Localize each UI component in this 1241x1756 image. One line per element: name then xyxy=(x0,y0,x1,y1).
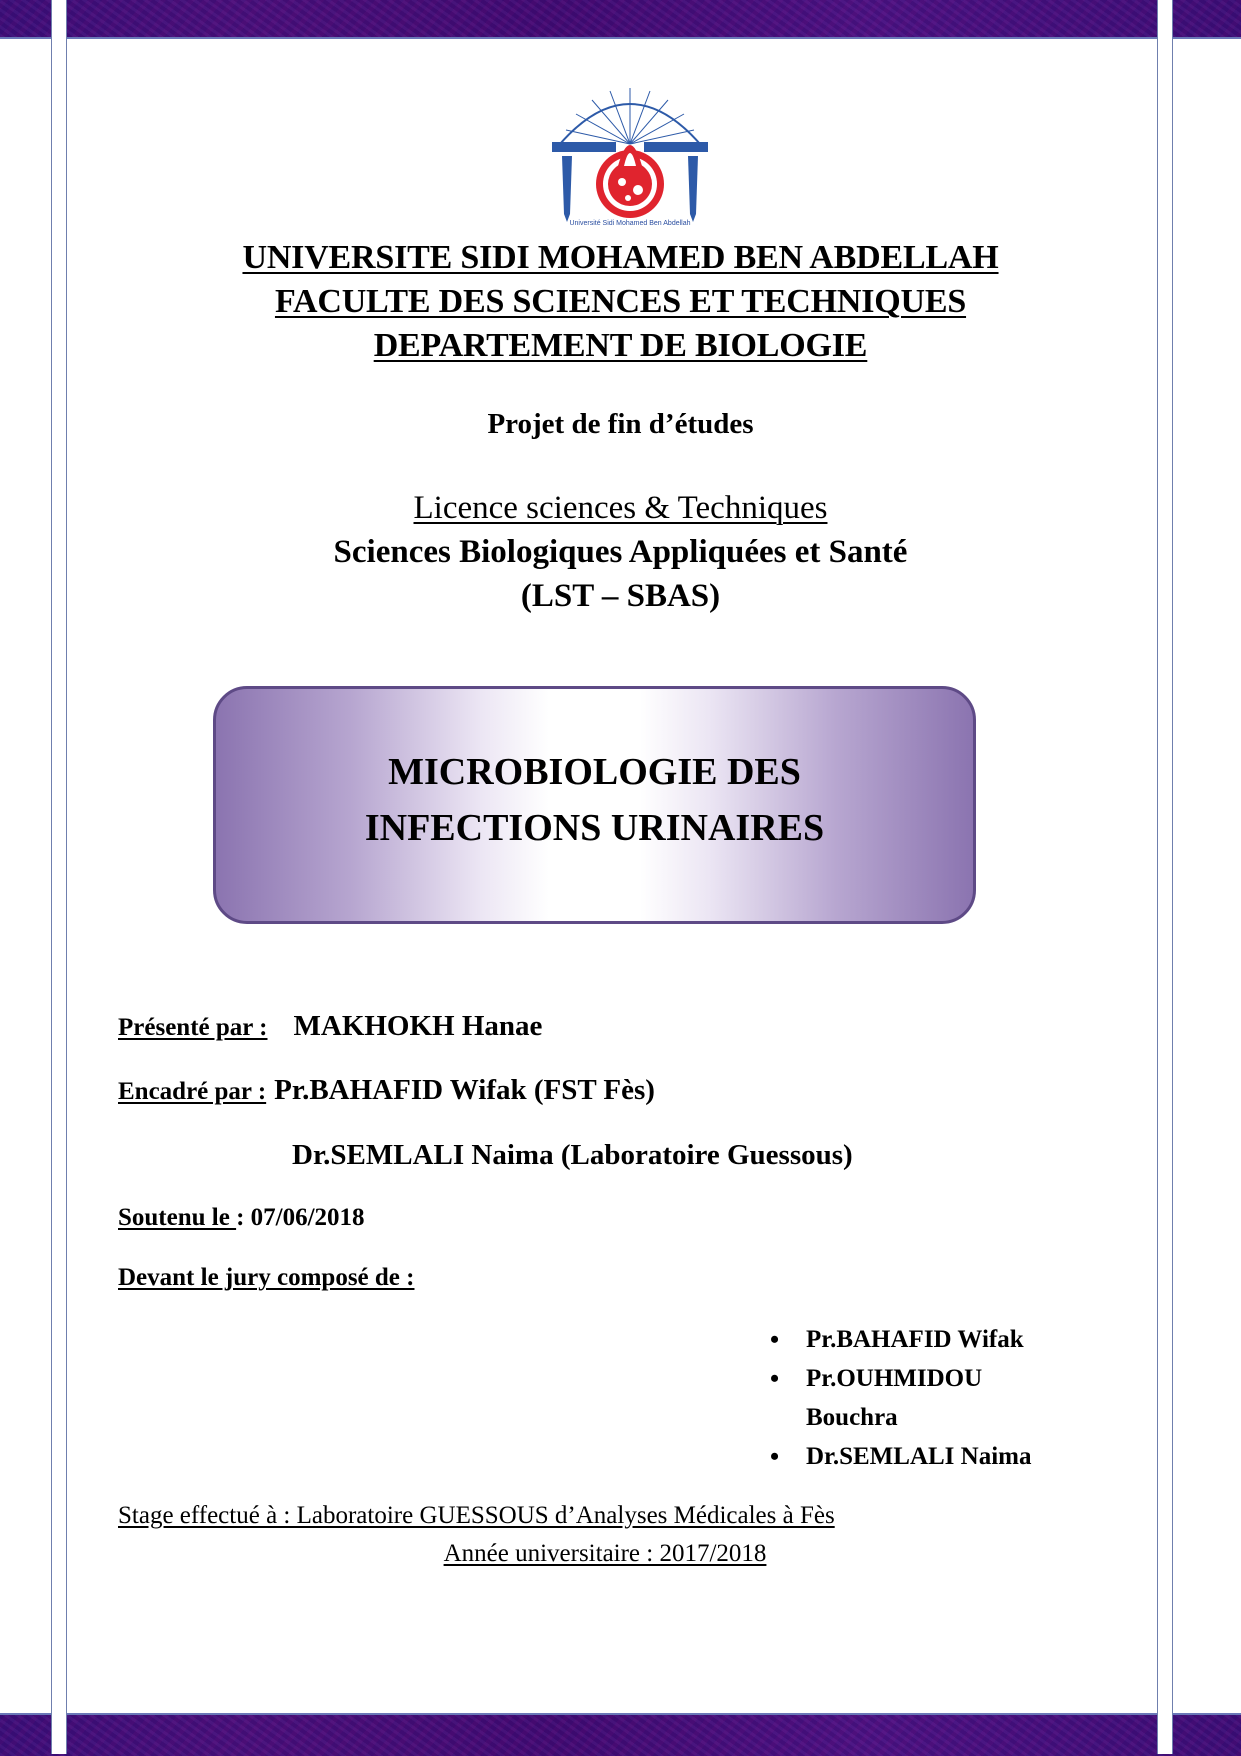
university-name: UNIVERSITE SIDI MOHAMED BEN ABDELLAH xyxy=(242,239,999,276)
logo-caption: Université Sidi Mohamed Ben Abdellah xyxy=(569,220,691,227)
thesis-title xyxy=(216,744,973,856)
internship-location: Stage effectué à : Laboratoire GUESSOUS d’Analyses Médicales à Fès xyxy=(118,1502,835,1529)
department-name: DEPARTEMENT DE BIOLOGIE xyxy=(373,327,868,364)
presented-by-row xyxy=(118,1010,542,1043)
university-logo-icon xyxy=(540,74,720,234)
jury-label-row xyxy=(118,1264,414,1292)
bottom-decorative-band xyxy=(0,1713,1241,1756)
thesis-title-line-2: INFECTIONS URINAIRES xyxy=(364,807,825,849)
thesis-title-box xyxy=(213,686,976,924)
project-type: Projet de fin d’études xyxy=(487,408,754,440)
presented-by-value: MAKHOKH Hanae xyxy=(293,1010,543,1042)
supervised-by-label: Encadré par : xyxy=(118,1078,267,1105)
supervisor-2: Dr.SEMLALI Naima (Laboratoire Guessous) xyxy=(292,1139,853,1171)
program-acronym: (LST – SBAS) xyxy=(520,578,721,614)
jury-member: • Dr.SEMLALI Naima xyxy=(770,1437,1070,1476)
institution-header xyxy=(0,236,1241,368)
jury-member: • Pr.BAHAFID Wifak xyxy=(770,1320,1070,1359)
program-specialty: Sciences Biologiques Appliquées et Santé xyxy=(333,534,908,570)
licence-name: Licence sciences & Techniques xyxy=(413,490,828,526)
presented-by-label: Présenté par : xyxy=(118,1014,268,1041)
defense-date-label: Soutenu le xyxy=(118,1204,237,1231)
thesis-title-line-1: MICROBIOLOGIE DES xyxy=(388,751,801,793)
supervised-by-row xyxy=(118,1074,655,1107)
defense-date-value: : 07/06/2018 xyxy=(236,1204,365,1231)
defense-date-row xyxy=(118,1204,365,1232)
faculty-name: FACULTE DES SCIENCES ET TECHNIQUES xyxy=(274,283,967,320)
program-block xyxy=(0,486,1241,618)
jury-list xyxy=(770,1320,1070,1476)
jury-label: Devant le jury composé de : xyxy=(118,1264,415,1291)
jury-member: • Pr.OUHMIDOU Bouchra xyxy=(770,1359,1070,1437)
supervisor-2-row xyxy=(292,1139,853,1172)
academic-year-row xyxy=(0,1540,1210,1568)
academic-year: Année universitaire : 2017/2018 xyxy=(443,1540,767,1567)
supervisor-1: Pr.BAHAFID Wifak (FST Fès) xyxy=(274,1074,655,1106)
top-decorative-band xyxy=(0,0,1241,39)
